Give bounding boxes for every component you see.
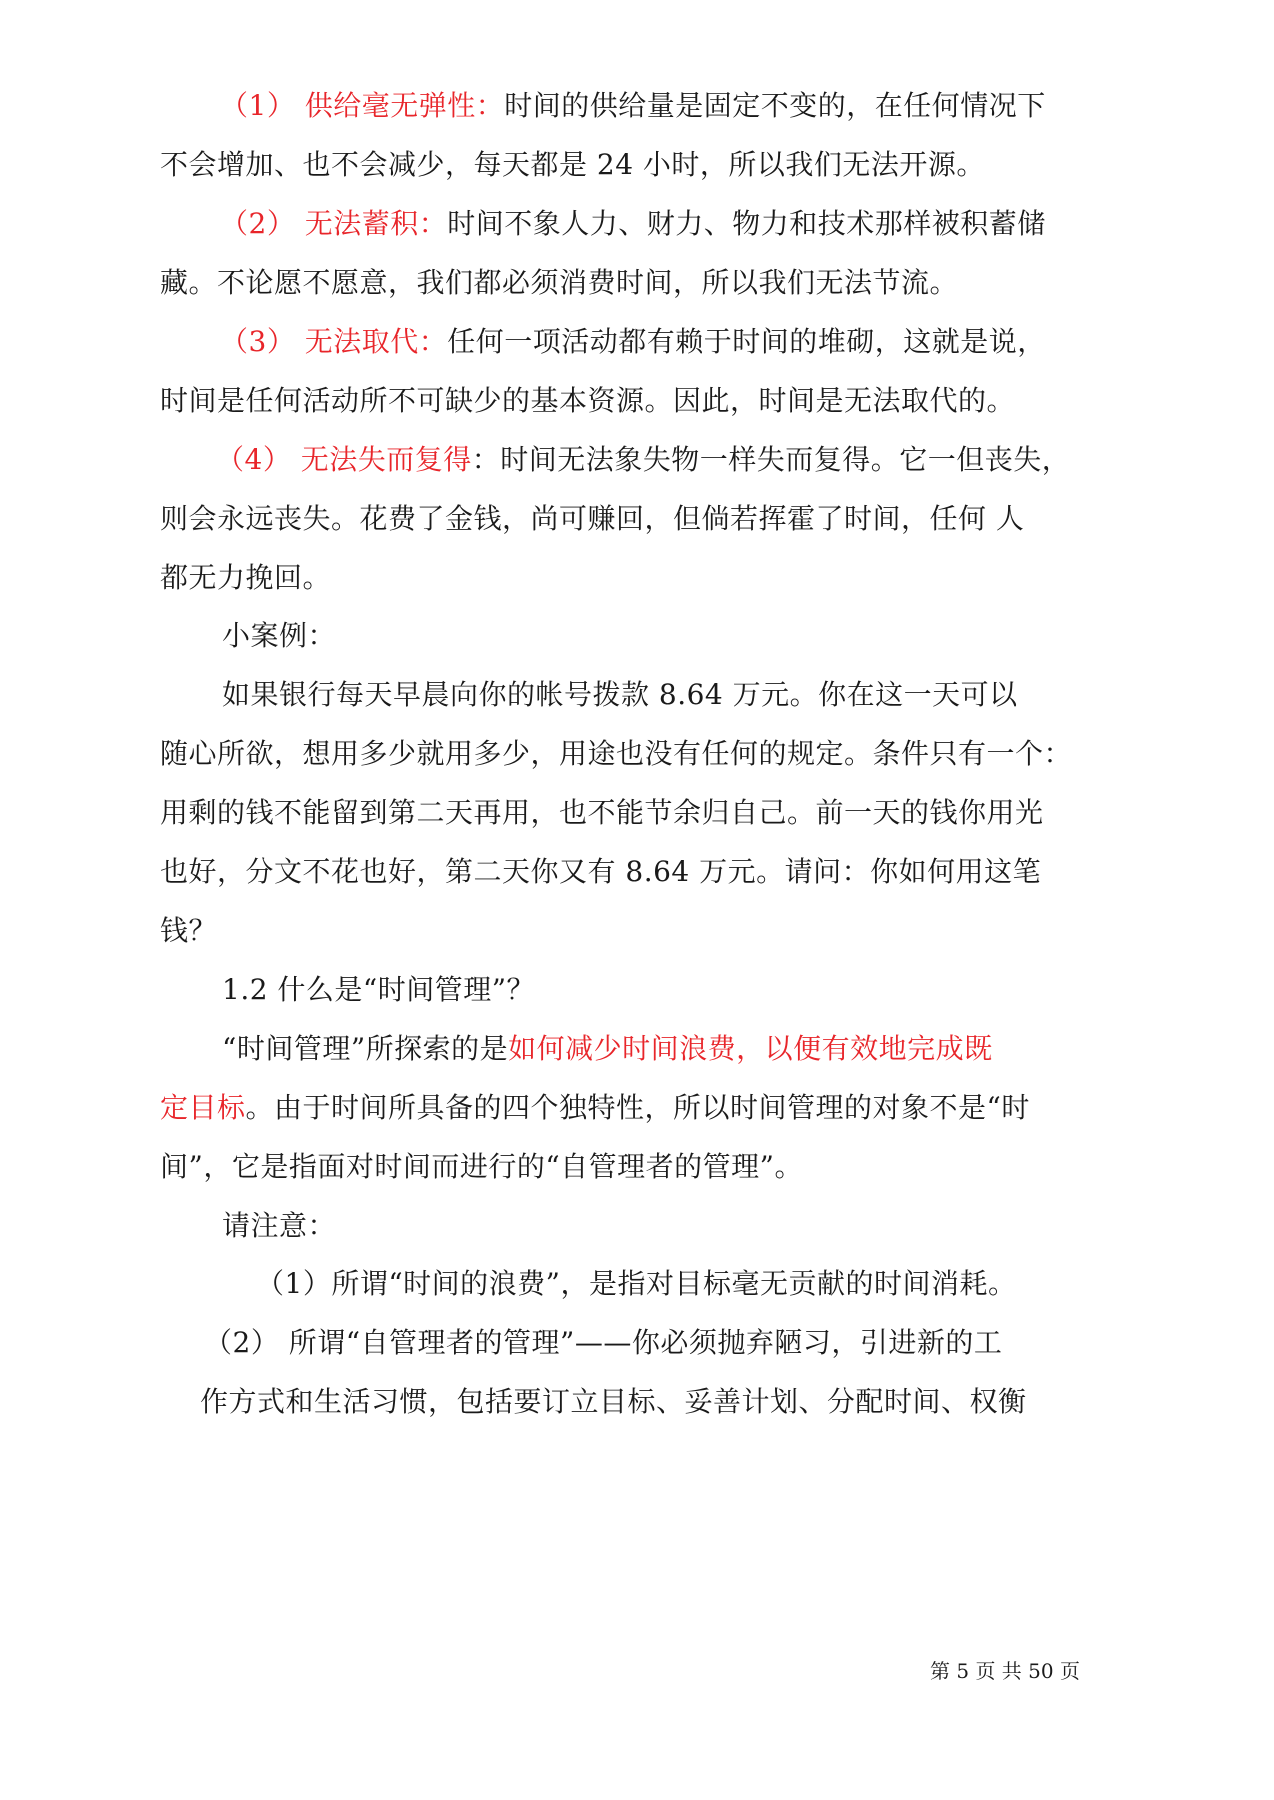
item-2-number: （2） [220, 207, 296, 240]
item-4-title: 无法失而复得 [300, 443, 472, 476]
item-2-title: 无法蓄积： [304, 207, 448, 240]
notes-heading: 请注意： [222, 1209, 337, 1242]
section-paragraph-line-1 [222, 1029, 993, 1069]
note-2-line-2: 作方式和生活习惯，包括要订立目标、妥善计划、分配时间、权衡 [200, 1385, 1027, 1418]
item-3-number: （3） [220, 325, 296, 358]
item-3-text: 任何一项活动都有赖于时间的堆砌，这就是说， [447, 325, 1046, 358]
item-1-line-1 [220, 86, 1046, 126]
item-1-line-2: 不会增加、也不会减少，每天都是 24 小时，所以我们无法开源。 [160, 148, 985, 181]
item-3-title: 无法取代： [304, 325, 448, 358]
item-1-number: （1） [220, 89, 296, 122]
section-text: 。由于时间所具备的四个独特性，所以时间管理的对象不是“时 [245, 1091, 1030, 1124]
item-2-line-1 [220, 204, 1046, 244]
item-4-text: ：时间无法象失物一样失而复得。它一但丧失， [471, 443, 1071, 476]
case-line: 如果银行每天早晨向你的帐号拨款 8.64 万元。你在这一天可以 [222, 678, 1018, 711]
item-4-number: （4） [216, 443, 292, 476]
section-heading: 1.2 什么是“时间管理”？ [222, 973, 536, 1006]
section-paragraph-line-2 [160, 1088, 1030, 1128]
case-heading: 小案例： [222, 619, 337, 652]
item-3-line-1 [220, 322, 1046, 362]
section-text: “时间管理”所探索的是 [222, 1032, 509, 1065]
section-highlight: 定目标 [160, 1091, 246, 1124]
page-number-footer: 第 5 页 共 50 页 [930, 1659, 1080, 1683]
note-1: （1）所谓“时间的浪费”，是指对目标毫无贡献的时间消耗。 [256, 1267, 1017, 1300]
item-2-line-2: 藏。不论愿不愿意，我们都必须消费时间，所以我们无法节流。 [160, 266, 959, 299]
item-1-title: 供给毫无弹性： [304, 89, 505, 122]
case-line: 钱？ [160, 914, 218, 947]
item-4-line-2: 则会永远丧失。花费了金钱，尚可赚回，但倘若挥霍了时间，任何 人 [160, 502, 1025, 535]
item-3-line-2: 时间是任何活动所不可缺少的基本资源。因此，时间是无法取代的。 [160, 384, 1016, 417]
item-1-text: 时间的供给量是固定不变的，在任何情况下 [504, 89, 1046, 122]
case-line: 用剩的钱不能留到第二天再用，也不能节余归自己。前一天的钱你用光 [160, 796, 1044, 829]
case-line: 随心所欲，想用多少就用多少，用途也没有任何的规定。条件只有一个： [160, 737, 1073, 770]
item-4-line-1 [216, 440, 1070, 480]
item-4-line-3: 都无力挽回。 [160, 561, 332, 594]
case-line: 也好，分文不花也好，第二天你又有 8.64 万元。请问：你如何用这笔 [160, 855, 1042, 888]
item-2-text: 时间不象人力、财力、物力和技术那样被积蓄储 [447, 207, 1046, 240]
section-highlight: 如何减少时间浪费，以便有效地完成既 [508, 1032, 993, 1065]
note-2-line-1: （2） 所谓“自管理者的管理”——你必须抛弃陋习，引进新的工 [204, 1326, 1003, 1359]
section-paragraph-line-3: 间”，它是指面对时间而进行的“自管理者的管理”。 [160, 1150, 803, 1183]
